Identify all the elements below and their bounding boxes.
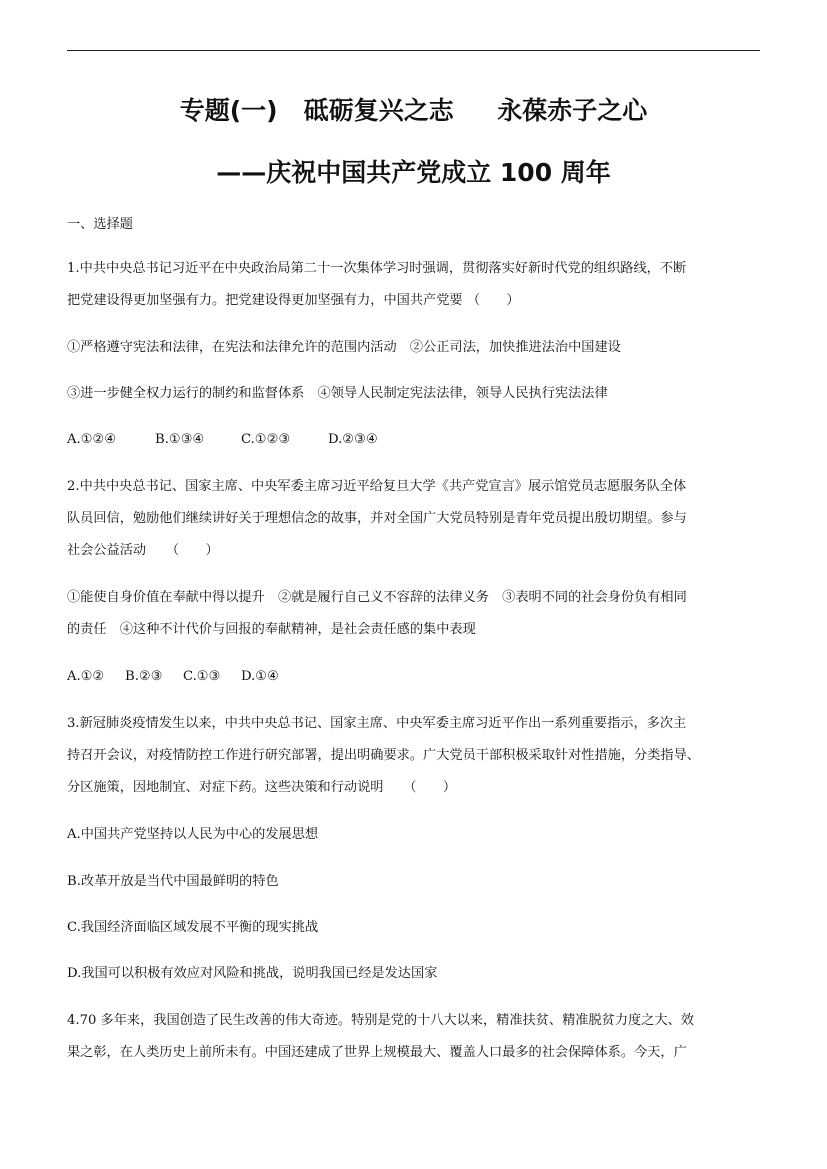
header-rule xyxy=(67,50,760,51)
question-1-statement-1: ①严格遵守宪法和法律，在宪法和法律允许的范围内活动 ②公正司法，加快推进法治中国建设 xyxy=(67,340,621,355)
question-2-line-1: 2.中共中央总书记、国家主席、中央军委主席习近平给复旦大学《共产党宣言》展示馆党员志愿服务队全体 xyxy=(67,479,687,494)
question-1-line-2: 把党建设得更加坚强有力。把党建设得更加坚强有力，中国共产党要 （ ） xyxy=(67,293,520,308)
question-2-statement-2: 的责任 ④这种不计代价与回报的奉献精神，是社会责任感的集中表现 xyxy=(67,622,476,637)
page-title: 专题(一) 砥砺复兴之志 永葆赤子之心 xyxy=(179,96,648,125)
question-1-options xyxy=(67,430,378,450)
question-1-statement-2: ③进一步健全权力运行的制约和监督体系 ④领导人民制定宪法法律，领导人民执行宪法法律 xyxy=(67,386,608,401)
question-3-choice-c: C.我国经济面临区域发展不平衡的现实挑战 xyxy=(67,920,319,935)
question-2-statement-1: ①能使自身价值在奉献中得以提升 ②就是履行自己义不容辞的法律义务 ③表明不同的社会身份负有相同 xyxy=(67,590,687,605)
question-1-line-1: 1.中共中央总书记习近平在中央政治局第二十一次集体学习时强调，贯彻落实好新时代党的组织路线，不断 xyxy=(67,261,687,276)
question-1-option-c: C.①②③ xyxy=(241,432,291,447)
page-subtitle: ——庆祝中国共产党成立 100 周年 xyxy=(216,158,611,187)
question-2-option-a: A.①② xyxy=(67,669,105,684)
question-3-choice-a: A.中国共产党坚持以人民为中心的发展思想 xyxy=(67,827,319,842)
question-3-line-3: 分区施策，因地制宜、对症下药。这些决策和行动说明 （ ） xyxy=(67,780,457,795)
question-4-line-2: 果之彰，在人类历史上前所未有。中国还建成了世界上规模最大、覆盖人口最多的社会保障体系。今天，广 xyxy=(67,1045,687,1060)
question-2-line-2: 队员回信，勉励他们继续讲好关于理想信念的故事，并对全国广大党员特别是青年党员提出殷切期望。参与 xyxy=(67,511,687,526)
question-2-option-d: D.①④ xyxy=(241,669,279,684)
question-2-option-c: C.①③ xyxy=(183,669,221,684)
question-1-option-d: D.②③④ xyxy=(328,432,378,447)
question-2-option-b: B.②③ xyxy=(125,669,163,684)
question-1-option-b: B.①③④ xyxy=(155,432,205,447)
question-1-option-a: A.①②④ xyxy=(67,432,117,447)
question-2-options xyxy=(67,667,279,687)
section-heading: 一、选择题 xyxy=(67,217,133,232)
question-4-line-1: 4.70 多年来，我国创造了民生改善的伟大奇迹。特别是党的十八大以来，精准扶贫、精准脱贫力度之大、效 xyxy=(67,1013,694,1028)
question-3-choice-d: D.我国可以积极有效应对风险和挑战，说明我国已经是发达国家 xyxy=(67,966,438,981)
question-2-line-3: 社会公益活动 （ ） xyxy=(67,543,219,558)
question-3-choice-b: B.改革开放是当代中国最鲜明的特色 xyxy=(67,874,279,889)
question-3-line-1: 3.新冠肺炎疫情发生以来，中共中央总书记、国家主席、中央军委主席习近平作出一系列重要指示，多次主 xyxy=(67,716,687,731)
question-3-line-2: 持召开会议，对疫情防控工作进行研究部署，提出明确要求。广大党员干部积极采取针对性措施，分类指导、 xyxy=(67,748,700,763)
